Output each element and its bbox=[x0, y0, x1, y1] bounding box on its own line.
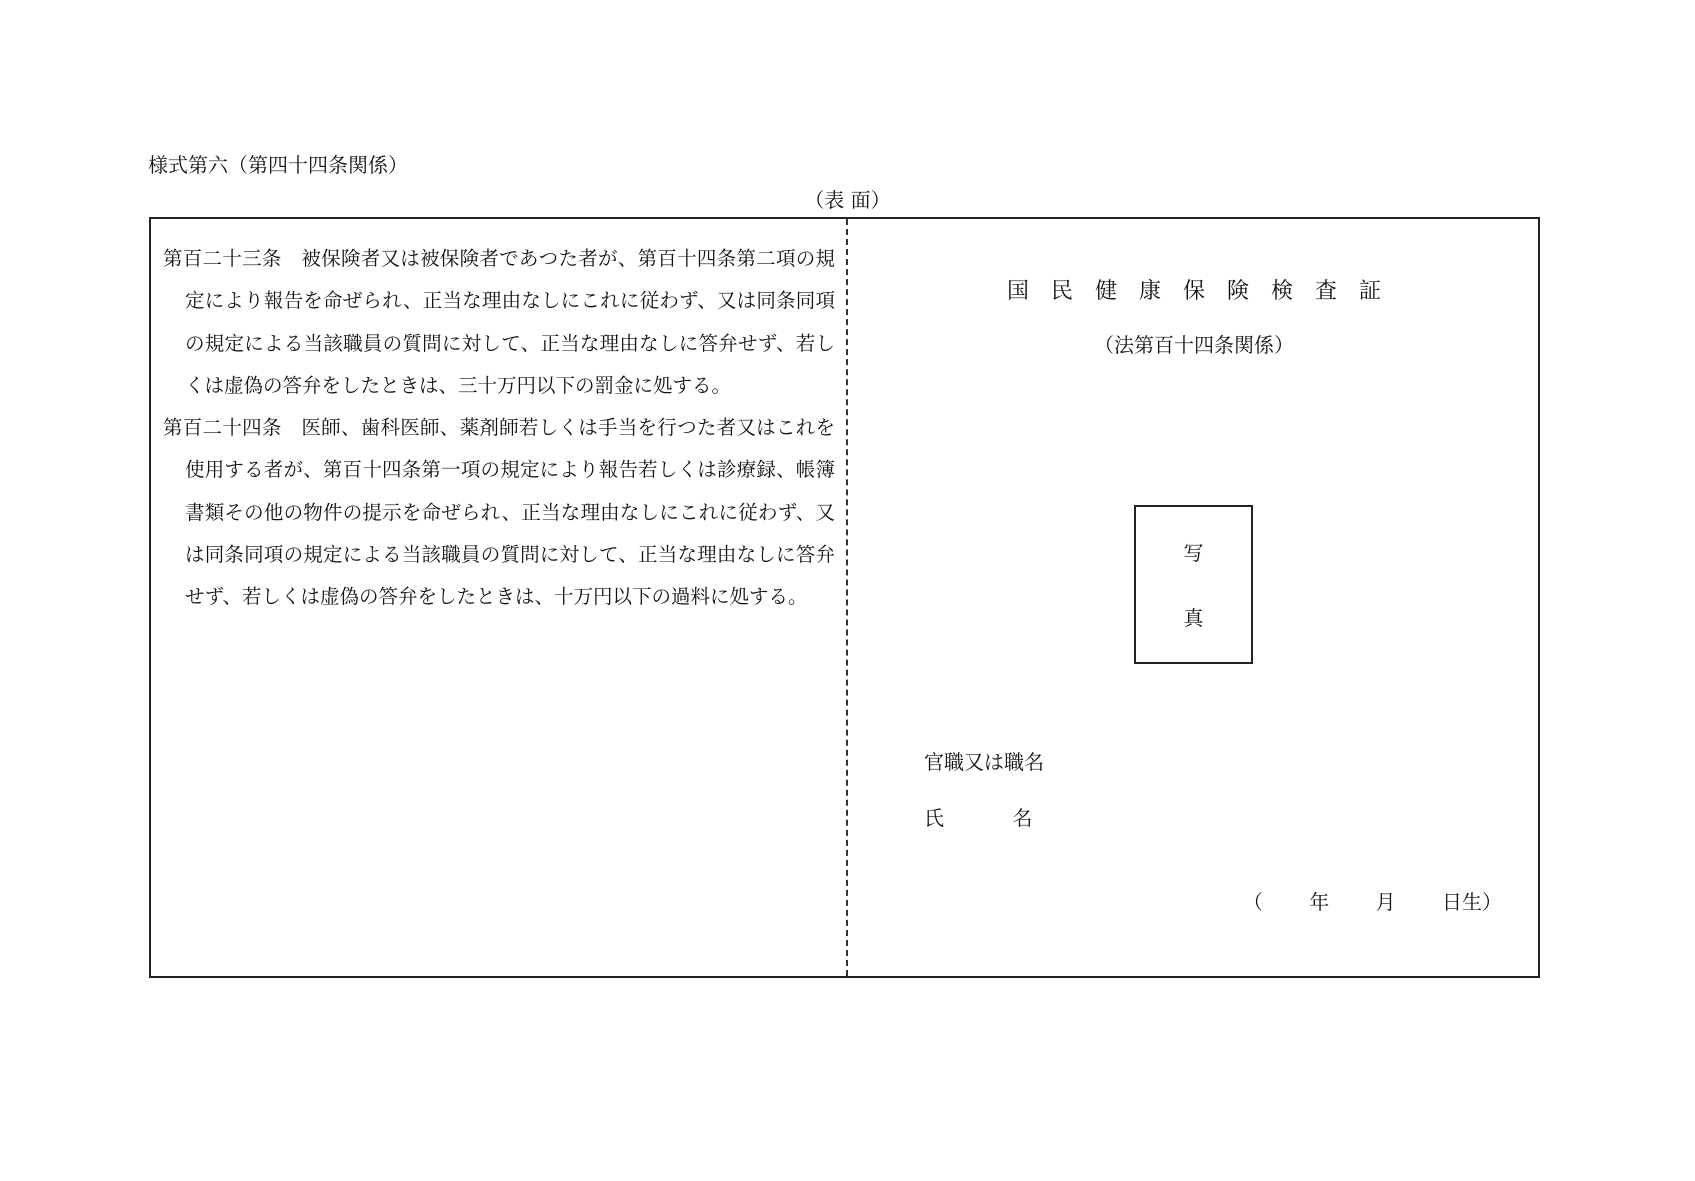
certificate-title: 国民健康保険検査証 bbox=[1006, 279, 1403, 304]
photo-box bbox=[1134, 505, 1253, 664]
inspection-card bbox=[149, 217, 1540, 978]
side-indicator: （表 面） bbox=[804, 188, 891, 212]
photo-label-char-1: 写 bbox=[1183, 541, 1204, 565]
form-number-label: 様式第六（第四十四条関係） bbox=[148, 153, 408, 177]
penalty-provisions-panel bbox=[163, 238, 835, 619]
birth-date-label: （ 年 月 日生） bbox=[1242, 890, 1502, 914]
photo-label-char-2: 真 bbox=[1183, 606, 1204, 630]
legal-basis-subtitle: （法第百十四条関係） bbox=[1094, 333, 1294, 357]
name-label: 氏 名 bbox=[924, 806, 1033, 830]
article-123-text: 第百二十三条 被保険者又は被保険者であつた者が、第百十四条第二項の規定により報告を命ぜられ、正当な理由なしにこれに従わず、又は同条同項の規定による当該職員の質問に対して、正当な理由なしに答弁せず、若しくは虚偽の答弁をしたときは、三十万円以下の罰金に処する。 bbox=[163, 247, 835, 397]
official-title-label: 官職又は職名 bbox=[924, 750, 1044, 774]
article-124-text: 第百二十四条 医師、歯科医師、薬剤師若しくは手当を行つた者又はこれを使用する者が、第百十四条第一項の規定により報告若しくは診療録、帳簿書類その他の物件の提示を命ぜられ、正当な理由なしにこれに従わず、又は同条同項の規定による当該職員の質問に対して、正当な理由なしに答弁せず、若しくは虚偽の答弁をしたときは、十万円以下の過料に処する。 bbox=[163, 416, 835, 609]
